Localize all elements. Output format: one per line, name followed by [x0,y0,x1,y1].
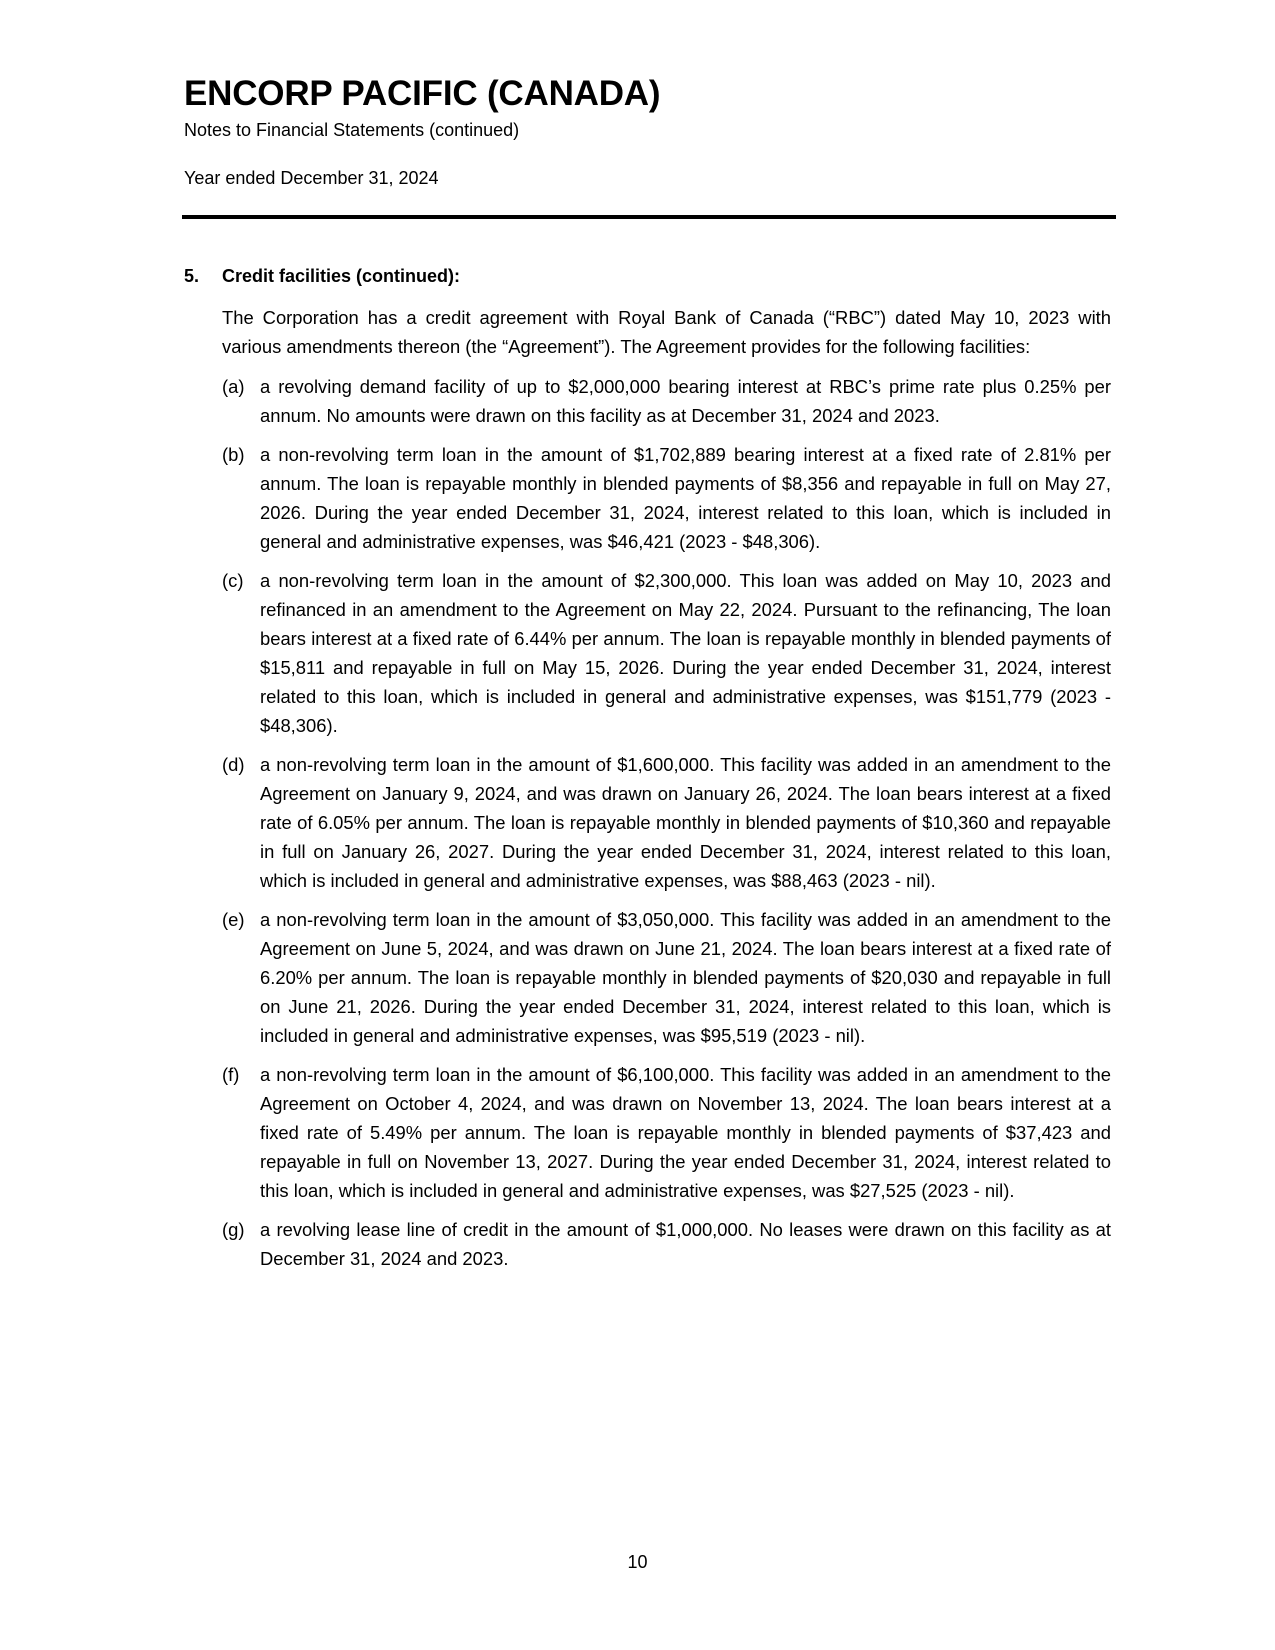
list-item-marker: (c) [222,570,244,591]
list-item-marker: (a) [222,376,245,397]
list-item [222,1215,1111,1273]
list-item-marker: (d) [222,754,245,775]
section-body [222,303,1111,1283]
list-item [222,905,1111,1050]
list-item-text: a non-revolving term loan in the amount of $3,050,000. This facility was added in an amendment to the Agreement on June 5, 2024, and was drawn on June 21, 2024. The loan bears interest at a fixed rate of 6.20% per annum. The loan is repayable monthly in blended payments of $20,030 and repayable in full on June 21, 2026. During the year ended December 31, 2024, interest related to this loan, which is included in general and administrative expenses, was $95,519 (2023 - nil). [260,909,1111,1046]
reporting-period: Year ended December 31, 2024 [184,168,439,188]
list-item-text: a revolving demand facility of up to $2,000,000 bearing interest at RBC’s prime rate plus 0.25% per annum. No amounts were drawn on this facility as at December 31, 2024 and 2023. [260,376,1111,426]
list-item [222,372,1111,430]
intro-paragraph: The Corporation has a credit agreement with Royal Bank of Canada (“RBC”) dated May 10, 2023 with various amendments thereon (the “Agreement”). The Agreement provides for the following facilities: [222,307,1111,357]
list-item-marker: (e) [222,909,245,930]
document-subtitle: Notes to Financial Statements (continued) [184,120,520,140]
list-item-text: a non-revolving term loan in the amount of $1,600,000. This facility was added in an amendment to the Agreement on January 9, 2024, and was drawn on January 26, 2024. The loan bears interest at a fixed rate of 6.05% per annum. The loan is repayable monthly in blended payments of $10,360 and repayable in full on January 26, 2027. During the year ended December 31, 2024, interest related to this loan, which is included in general and administrative expenses, was $88,463 (2023 - nil). [260,754,1111,891]
page-number: 10 [627,1552,648,1572]
section-heading [184,266,460,287]
list-item [222,566,1111,740]
list-item [222,440,1111,556]
list-item-marker: (f) [222,1064,240,1085]
section-number: 5. [184,266,200,286]
list-item [222,750,1111,895]
list-item-text: a non-revolving term loan in the amount of $2,300,000. This loan was added on May 10, 2023 and refinanced in an amendment to the Agreement on May 22, 2024. Pursuant to the refinancing, The loan bears interest at a fixed rate of 6.44% per annum. The loan is repayable monthly in blended payments of $15,811 and repayable in full on May 15, 2026. During the year ended December 31, 2024, interest related to this loan, which is included in general and administrative expenses, was $151,779 (2023 - $48,306). [260,570,1111,736]
section-title: Credit facilities (continued): [222,266,461,286]
list-item-text: a non-revolving term loan in the amount of $1,702,889 bearing interest at a fixed rate of 2.81% per annum. The loan is repayable monthly in blended payments of $8,356 and repayable in full on May 27, 2026. During the year ended December 31, 2024, interest related to this loan, which is included in general and administrative expenses, was $46,421 (2023 - $48,306). [260,444,1111,552]
company-name: ENCORP PACIFIC (CANADA) [184,74,661,113]
list-item-marker: (g) [222,1219,245,1240]
list-item [222,1060,1111,1205]
list-item-text: a non-revolving term loan in the amount of $6,100,000. This facility was added in an amendment to the Agreement on October 4, 2024, and was drawn on November 13, 2024. The loan bears interest at a fixed rate of 5.49% per annum. The loan is repayable monthly in blended payments of $37,423 and repayable in full on November 13, 2027. During the year ended December 31, 2024, interest related to this loan, which is included in general and administrative expenses, was $27,525 (2023 - nil). [260,1064,1111,1201]
list-item-text: a revolving lease line of credit in the amount of $1,000,000. No leases were drawn on this facility as at December 31, 2024 and 2023. [260,1219,1111,1269]
header-divider [182,215,1116,219]
list-item-marker: (b) [222,444,245,465]
